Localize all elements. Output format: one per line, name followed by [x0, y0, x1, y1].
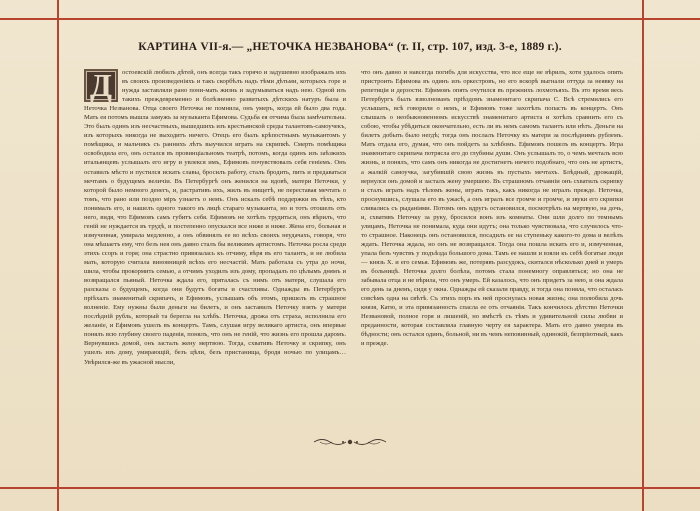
right-column-text: что онъ давно и навсегда погибъ для искусства, что все еще не вѣрилъ, хотя удалось опять пристроить Ефимова въ одинъ изъ оркестровъ, но его вскорѣ выгнали оттуда за неявку на репетиціи и дерзости. Ефимовъ опять очутился въ прежнихъ лохмотьяхъ. Въ это время весь Петербургъ былъ взволнованъ пріѣздомъ знаменитаго скрипача С. Всѣ стремились его услышать, всѣ говорили о немъ, и Ефимовъ тоже захотѣлъ попасть въ концертъ. Онъ слышалъ о необыкновенномъ искусствѣ знаменитаго артиста и хотѣлъ сравнить его съ собою, чтобы убѣдиться окончательно, есть ли въ немъ самомъ талантъ или нѣтъ. Деньги на билетъ добыть было негдѣ; тогда онъ послалъ Неточку къ матери за послѣднимъ рублемъ. Мать отдала его, думая, что онъ пойдетъ за хлѣбомъ. Ефимовъ пошелъ въ концертъ. Игра знаменитаго скрипача потрясла его до глубины души. Онъ услышалъ то, о чемъ мечталъ всю жизнь, и понялъ, что самъ онъ никогда не достигнетъ ничего подобнаго, что онъ не артистъ, а жалкій самоучка, загубившій свою жизнь въ пустыхъ мечтахъ. Блѣдный, дрожащій, вернулся онъ домой и засталъ жену умершею. Въ страшномъ отчаяніи онъ схватилъ скрипку и сталъ играть надъ тѣломъ жены, играть такъ, какъ никогда не игралъ прежде. Неточка, проснувшись, слушала его въ ужасѣ, а онъ игралъ все громче и громче, и звуки его скрипки сливались съ рыданіями. Потомъ онъ вдругъ остановился, посмотрѣлъ на мертвую, на дочь, и, схвативъ Неточку за руку, бросился вонъ изъ комнаты. Они шли долго по темнымъ улицамъ, Неточка не понимала, куда они идутъ; она только чувствовала, что случилось что-то страшное. Наконецъ онъ остановился, посадилъ ее на ступеньку какого-то дома и велѣлъ ждать. Неточка ждала, но онъ не возвращался. Тогда она пошла искать его и, измученная, упала безъ чувствъ у подъѣзда большого дома. Тамъ ее нашли и взяли къ себѣ богатые люди — князь Х. и его семья. Ефимовъ же, потерявъ разсудокъ, скитался нѣсколько дней и умеръ въ больницѣ. Неточка долго болѣла, потомъ стала понемногу оправляться; но она не забывала отца и не вѣрила, что онъ умеръ. Ей казалось, что онъ придетъ за нею, и она ждала его день за днемъ, сидя у окна. Однажды ей сказали правду, и тогда она поняла, что осталась совсѣмъ одна на свѣтѣ. Съ этихъ поръ въ ней проснулась новая жизнь; она полюбила дочь князя, Катю, и эта привязанность спасла ее отъ отчаянія. Такъ кончилось дѣтство Неточки Незвановой, полное горя и лишеній, но вмѣстѣ съ тѣмъ и удивительной силы любви и преданности, которая составляла главную черту ея характера. Мать его давно умерла въ бѣдности; онъ остался одинъ, больной, ни въ чемъ неповинный, одинокій, безпріютный, какъ и прежде.: [361, 69, 623, 348]
drop-cap: Д: [84, 69, 118, 102]
page-title: [70, 41, 630, 53]
border-rule-top: [0, 18, 700, 20]
title-main: КАРТИНА VII-я.— „НЕТОЧКА НЕЗВАНОВА“: [138, 41, 394, 53]
flourish-ornament-icon: [312, 436, 388, 448]
title-subtitle: (т. II, стр. 107, изд. 3-е, 1889 г.).: [396, 41, 562, 53]
border-rule-bottom: [0, 487, 700, 489]
text-column-left: [84, 68, 346, 433]
text-column-right: [361, 68, 623, 433]
border-rule-right: [642, 0, 644, 511]
border-rule-left: [57, 0, 59, 511]
left-column-text: остоевскій любилъ дѣтей, онъ всегда такъ горячо и задушевно изображалъ ихъ въ своихъ произведеніяхъ и такъ скорбѣлъ надъ тѣми дѣтьми, которыхъ горе и нужда заставляли рано пони-мать жизнь и задумываться надъ нею. Одной изъ такихъ преждевременно и болѣзненно развитыхъ дѣтскихъ натуръ была и Неточка Незванова. Отца своего Неточка не помнила, онъ умеръ, когда ей было два года. Мать ея потомъ вышла замужъ за музыканта Ефимова. Судьба ея отчима была замѣчательна. Это былъ одинъ изъ несчастныхъ, вышедшихъ изъ крестьянской среды талантовъ-самоучекъ, изъ которыхъ никогда не выходитъ ничего. Отецъ его былъ крѣпостнымъ музыкантомъ у помѣщика, и мальчикъ съ раннихъ лѣтъ выучился играть на скрипкѣ. Смерть помѣщика освободила его, онъ остался въ провинціальномъ театрѣ, потомъ, когда одинъ изъ заѣзжихъ итальянцевъ услышалъ его игру и увлекся имъ, Ефимовъ почувствовалъ себя геніемъ. Онъ оставилъ мѣсто и пустился искать славы, бросилъ работу, сталъ бродить, пить и предаваться мечтамъ о будущемъ величіи. Въ Петербургѣ онъ женился на вдовѣ, матери Неточки, у которой было немного денегъ, и, растративъ ихъ, жилъ въ нищетѣ, не переставая мечтать о томъ, что рано или поздно міръ узнаетъ о немъ. Онъ искалъ себѣ поддержки въ тѣхъ, кто понималъ его, и нашелъ одного такого въ лицѣ стараго музыканта, но и тотъ отошелъ отъ него, видя, что Ефимовъ самъ губитъ себя. Ефимовъ не хотѣлъ трудиться, онъ вѣрилъ, что геній не нуждается въ трудѣ, и постепенно опускался все ниже и ниже. Жена его, больная и измученная, умирала медленно, а онъ обвинялъ ее во всѣхъ своихъ неудачахъ, говоря, что она мѣшаетъ ему, что безъ нея онъ давно сталъ бы великимъ артистомъ. Неточка росла среди этихъ ссоръ и горя; она страстно привязалась къ отчиму, вѣря въ его талантъ, и не любила мать, которую считала виновницей всѣхъ его несчастій. Мать работала съ утра до ночи, шила, чтобы прокормить семью, а отчимъ уходилъ изъ дому, пропадалъ по цѣлымъ днямъ и возвращался пьяный. Неточка ждала его, пряталась съ нимъ отъ матери, слушала его разсказы о будущемъ, когда они будутъ богаты и счастливы. Однажды въ Петербургъ пріѣхалъ знаменитый скрипачъ, и Ефимовъ, услышавъ объ этомъ, пришелъ въ страшное волненіе. Ему нужны были деньги на билетъ, и онъ заставилъ Неточку взять у матери послѣдній рубль, который та берегла на хлѣбъ. Неточка, дрожа отъ страха, исполнила его желаніе, и Ефимовъ ушелъ въ концертъ. Тамъ, слушая игру великаго артиста, онъ впервые понялъ всю глубину своего паденія, понялъ, что онъ не геній, что жизнь его прошла даромъ. Вернувшись домой, онъ засталъ жену мертвою. Тогда, схвативъ Неточку и скрипку, онъ ушелъ изъ дому, умирающій, безъ цѣли, безъ пристанища, бродя ночью по улицамъ… Увѣрился-же въ ужасной мысли,: [84, 69, 346, 366]
